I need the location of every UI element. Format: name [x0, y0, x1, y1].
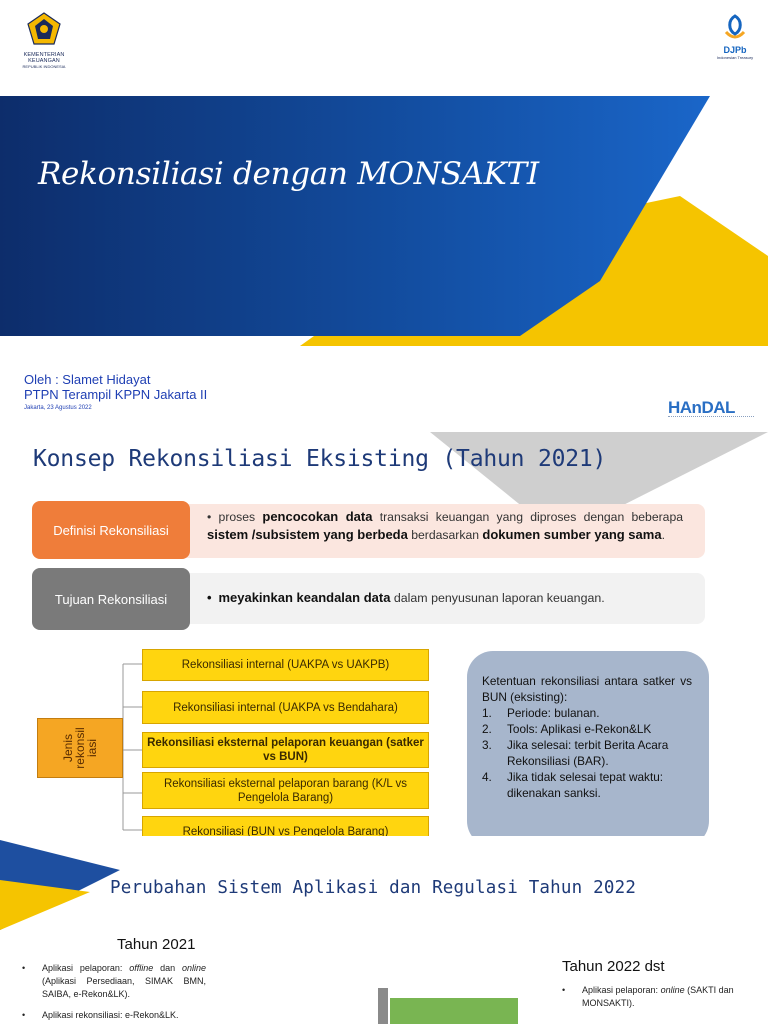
list-item: • Aplikasi pelaporan: offline dan online (Aplikasi Persediaan, SIMAK BMN, SAIBA, e-Rekon&LK).	[22, 963, 206, 999]
kind-item-3: Rekonsiliasi eksternal pelaporan keuangan (satker vs BUN)	[142, 732, 429, 768]
year-arrow-graphic	[378, 988, 518, 1024]
ketentuan-item: 1. Periode: bulanan.	[482, 706, 600, 720]
presenter-role: PTPN Terampil KPPN Jakarta II	[24, 387, 208, 402]
corner-decoration	[0, 840, 120, 930]
presenter-info	[24, 372, 207, 411]
definisi-text: • proses pencocokan data transaksi keuangan yang diproses dengan beberapa sistem /subsistem yang berbeda berdasarkan dokumen sumber yang sama.	[207, 509, 684, 542]
jenis-rekonsiliasi-label-wrap	[50, 722, 110, 774]
slide-title: Konsep Rekonsiliasi Eksisting (Tahun 2021)	[33, 446, 607, 472]
ketentuan-intro: Ketentuan rekonsiliasi antara satker vs BUN (eksisting):	[482, 674, 692, 704]
kind-item-1: Rekonsiliasi internal (UAKPA vs UAKPB)	[142, 649, 429, 681]
ketentuan-list	[482, 705, 692, 801]
tujuan-text: • meyakinkan keandalan data dalam penyusunan laporan keuangan.	[207, 590, 605, 605]
djpb-logo	[710, 14, 760, 60]
konsep-slide	[0, 432, 768, 836]
presentation-date: Jakarta, 23 Agustus 2022	[24, 405, 92, 411]
ketentuan-item: 2. Tools: Aplikasi e-Rekon&LK	[482, 722, 652, 736]
ketentuan-item: 4. Jika tidak selesai tepat waktu: dikenakan sanksi.	[482, 770, 664, 800]
kemenkeu-name: KEMENTERIAN KEUANGAN	[23, 52, 65, 64]
djpb-name: DJPb	[723, 45, 747, 55]
title-slide	[0, 0, 768, 430]
tahun-2021-heading: Tahun 2021	[117, 936, 196, 953]
tujuan-label: Tujuan Rekonsiliasi	[32, 568, 190, 630]
list-item: • Aplikasi rekonsiliasi: e-Rekon&LK.	[22, 1010, 179, 1020]
definisi-label: Definisi Rekonsiliasi	[32, 501, 190, 559]
handal-logo: HAnDAL	[668, 398, 735, 417]
kind-item-4: Rekonsiliasi eksternal pelaporan barang (K/L vs Pengelola Barang)	[142, 772, 429, 809]
slide-title: Rekonsiliasi dengan MONSAKTI	[38, 156, 539, 192]
kind-item-2: Rekonsiliasi internal (UAKPA vs Bendahara)	[142, 691, 429, 724]
title-banner	[0, 96, 768, 346]
list-2022	[562, 984, 737, 1018]
kemenkeu-sub: REPUBLIK INDONESIA	[22, 64, 66, 69]
tahun-2022-heading: Tahun 2022 dst	[562, 958, 665, 975]
slide-title: Perubahan Sistem Aplikasi dan Regulasi Tahun 2022	[110, 878, 637, 898]
djpb-emblem-icon	[720, 14, 750, 42]
perubahan-slide	[0, 840, 768, 1024]
ketentuan-panel	[467, 651, 709, 836]
presenter-name: Oleh : Slamet Hidayat	[24, 372, 151, 387]
kemenkeu-emblem-icon	[27, 12, 61, 46]
ketentuan-item: 3. Jika selesai: terbit Berita Acara Rekonsiliasi (BAR).	[482, 738, 669, 768]
handal-underline	[668, 416, 754, 418]
kind-item-5: Rekonsiliasi (BUN vs Pengelola Barang)	[142, 816, 429, 836]
kemenkeu-logo	[8, 12, 80, 69]
djpb-sub: Indonesian Treasury	[716, 55, 754, 60]
jenis-rekonsiliasi-label: Jenis rekonsil iasi	[61, 727, 99, 769]
list-item: • Aplikasi pelaporan: online (SAKTI dan MONSAKTI).	[562, 985, 734, 1008]
list-2021	[22, 962, 206, 1024]
